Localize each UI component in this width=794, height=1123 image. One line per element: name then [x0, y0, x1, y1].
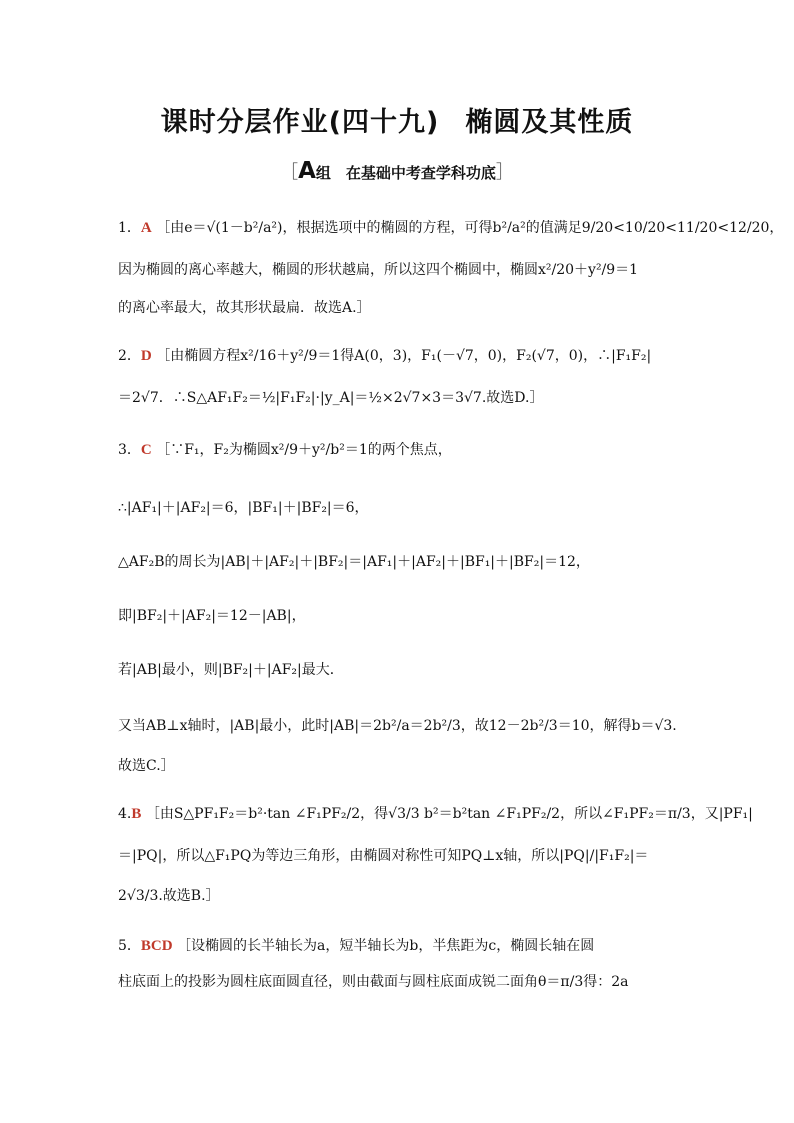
item-3-answer: C [140, 442, 152, 458]
group-text: 组 在基础中考查学科功底 [315, 164, 496, 182]
item-1-line-1 [118, 218, 784, 238]
item-4-line-2: ＝|PQ|，所以△F₁PQ为等边三角形，由椭圆对称性可知PQ⊥x轴，所以|PQ|/|F₁F₂|＝ [118, 848, 649, 864]
item-1-answer: A [140, 220, 152, 236]
item-3-line-2: ∴|AF₁|＋|AF₂|＝6，|BF₁|＋|BF₂|＝6， [118, 500, 369, 516]
item-3-line-5: 若|AB|最小，则|BF₂|＋|AF₂|最大． [118, 662, 344, 678]
title-topic: 椭圆及其性质 [465, 107, 634, 138]
item-4-number: 4. [118, 806, 132, 822]
item-2-line-1 [118, 346, 680, 366]
item-4-text-1: ［由S△PF₁F₂＝b²·tan ∠F₁PF₂/2，得√3/3 b²＝b²tan ∠F₁PF₂/2，所以∠F₁PF₂＝π/3，又|PF₁| [145, 806, 753, 822]
item-1-line-3: 的离心率最大，故其形状最扁．故选A.］ [118, 300, 371, 316]
item-5-number: 5． [118, 938, 141, 954]
item-4-line-3: 2√3/3.故选B.］ [118, 888, 220, 904]
item-3-text-1: ［∵F₁，F₂为椭圆x²/9＋y²/b²＝1的两个焦点， [156, 442, 452, 458]
item-3-number: 3． [118, 442, 141, 458]
group-heading: ［A组 在基础中考查学科功底］ [280, 158, 514, 184]
item-3-line-3: △AF₂B的周长为|AB|＋|AF₂|＋|BF₂|＝|AF₁|＋|AF₂|＋|BF₁|＋|BF₂|＝12， [118, 554, 590, 570]
item-3-line-6: 又当AB⊥x轴时，|AB|最小，此时|AB|＝2b²/a＝2b²/3，故12－2b²/3＝10，解得b＝√3. [118, 718, 677, 734]
item-5-answer: BCD [140, 938, 173, 954]
item-1-number: 1． [118, 220, 141, 236]
item-5-line-1 [118, 936, 680, 956]
item-2-text-1: ［由椭圆方程x²/16＋y²/9＝1得A(0，3)，F₁(－√7，0)，F₂(√7，0)，∴|F₁F₂| [156, 348, 652, 364]
item-2-number: 2． [118, 348, 141, 364]
item-1-line-2: 因为椭圆的离心率越大，椭圆的形状越扁，所以这四个椭圆中，椭圆x²/20＋y²/9＝1 [118, 262, 639, 278]
item-2-line-2: ＝2√7．∴S△AF₁F₂＝½|F₁F₂|·|y_A|＝½×2√7×3＝3√7.故选D.］ [118, 390, 544, 406]
item-3-line-7: 故选C.］ [118, 758, 175, 774]
title-main: 课时分层作业(四十九) [160, 107, 440, 138]
item-4-line-1 [118, 804, 753, 824]
item-5-text-1: ［设椭圆的长半轴长为a，短半轴长为b，半焦距为c，椭圆长轴在圆 [177, 938, 595, 954]
item-4-answer: B [131, 806, 142, 822]
item-3-line-4: 即|BF₂|＋|AF₂|＝12－|AB|， [118, 608, 306, 624]
group-letter: A [298, 158, 316, 184]
item-2-answer: D [140, 348, 152, 364]
page-title [0, 100, 794, 139]
item-1-text-1: ［由e＝√(1－b²/a²)，根据选项中的椭圆的方程，可得b²/a²的值满足9/20<10/20<11/20<12/20， [156, 220, 784, 236]
item-5-line-2: 柱底面上的投影为圆柱底面圆直径，则由截面与圆柱底面成锐二面角θ＝π/3得：2a [118, 974, 629, 990]
item-3-line-1 [118, 440, 680, 460]
